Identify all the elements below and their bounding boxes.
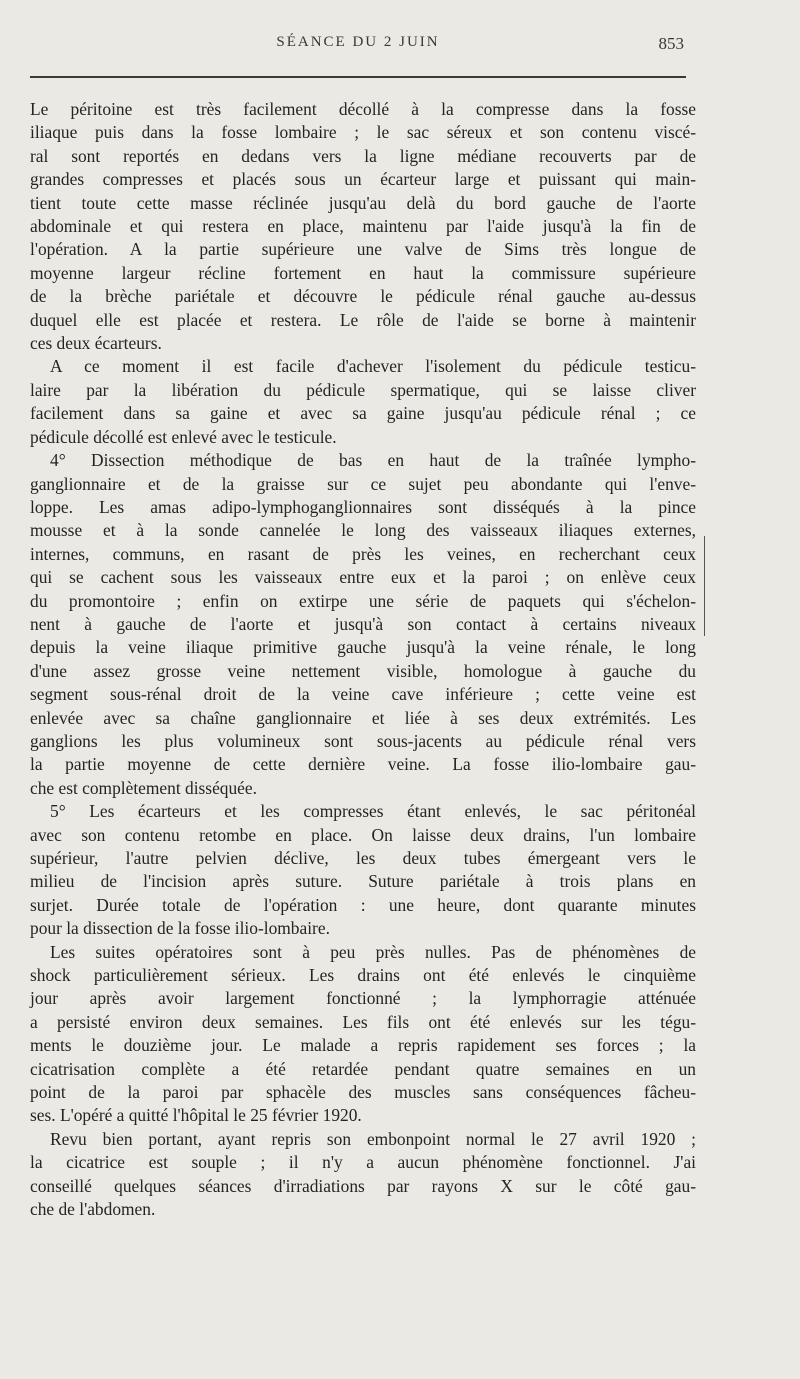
margin-mark — [704, 536, 709, 636]
text-line: qui se cachent sous les vaisseaux entre eux et la paroi ; on enlève ceux — [30, 567, 696, 588]
text-line: shock particulièrement sérieux. Les drains ont été enlevés le cinquième — [30, 965, 696, 986]
text-line: depuis la veine iliaque primitive gauche jusqu'à la veine rénale, le long — [30, 637, 696, 658]
page-header — [30, 34, 686, 60]
text-line: 5° Les écarteurs et les compresses étant enlevés, le sac péritonéal — [50, 801, 696, 822]
text-line: avec son contenu retombe en place. On laisse deux drains, l'un lombaire — [30, 824, 696, 845]
text-line: laire par la libération du pédicule spermatique, qui se laisse cliver — [30, 379, 696, 400]
running-title: SÉANCE DU 2 JUIN — [276, 34, 440, 50]
text-line: internes, communs, en rasant de près les veines, en recherchant ceux — [30, 543, 696, 564]
text-line: la cicatrice est souple ; il n'y a aucun phénomène fonctionnel. J'ai — [30, 1152, 696, 1173]
text-line: che de l'abdomen. — [30, 1199, 156, 1220]
text-line: 4° Dissection méthodique de bas en haut de la traînée lympho- — [50, 450, 696, 471]
text-line: l'opération. A la partie supérieure une valve de Sims très longue de — [30, 239, 696, 260]
text-line: a persisté environ deux semaines. Les fils ont été enlevés sur les tégu- — [30, 1011, 696, 1032]
text-line: grandes compresses et placés sous un écarteur large et puissant qui main- — [30, 169, 696, 190]
page-number: 853 — [658, 34, 684, 53]
text-line: du promontoire ; enfin on extirpe une série de paquets qui s'échelon- — [30, 590, 696, 611]
text-line: Le péritoine est très facilement décollé à la compresse dans la fosse — [30, 99, 696, 119]
header-rule — [30, 76, 686, 78]
text-line: ganglionnaire et de la graisse sur ce sujet peu abondante qui l'enve- — [30, 473, 696, 494]
text-line: facilement dans sa gaine et avec sa gaine jusqu'au pédicule rénal ; ce — [30, 403, 696, 424]
text-line: nent à gauche de l'aorte et jusqu'à son contact à certains niveaux — [30, 613, 696, 634]
text-line: conseillé quelques séances d'irradiations par rayons X sur le côté gau- — [30, 1175, 696, 1196]
text-line: moyenne largeur récline fortement en haut la commissure supérieure — [30, 262, 696, 283]
text-line: che est complètement disséquée. — [30, 777, 257, 798]
text-line: enlevée avec sa chaîne ganglionnaire et liée à ses deux extrémités. Les — [30, 707, 696, 728]
text-line: abdominale et qui restera en place, maintenu par l'aide jusqu'à la fin de — [30, 216, 696, 237]
text-line: cicatrisation complète a été retardée pendant quatre semaines en un — [30, 1058, 696, 1079]
text-line: tient toute cette masse réclinée jusqu'au delà du bord gauche de l'aorte — [30, 192, 696, 213]
text-line: d'une assez grosse veine nettement visible, homologue à gauche du — [30, 660, 696, 681]
paragraph — [30, 449, 696, 800]
paragraph — [30, 941, 696, 1128]
text-line: milieu de l'incision après suture. Suture pariétale à trois plans en — [30, 871, 696, 892]
text-line: pédicule décollé est enlevé avec le testicule. — [30, 426, 337, 447]
text-line: ments le douzième jour. Le malade a repris rapidement ses forces ; la — [30, 1035, 696, 1056]
text-line: Les suites opératoires sont à peu près nulles. Pas de phénomènes de — [50, 941, 696, 962]
text-line: ganglions les plus volumineux sont sous-jacents au pédicule rénal vers — [30, 730, 696, 751]
text-line: iliaque puis dans la fosse lombaire ; le sac séreux et son contenu viscé- — [30, 122, 696, 143]
text-line: ses. L'opéré a quitté l'hôpital le 25 février 1920. — [30, 1105, 362, 1126]
text-line: surjet. Durée totale de l'opération : une heure, dont quarante minutes — [30, 894, 696, 915]
text-line: loppe. Les amas adipo-lymphoganglionnaires sont disséqués à la pince — [30, 496, 696, 517]
paragraph — [30, 800, 696, 940]
paragraph — [30, 355, 696, 449]
paragraph — [30, 98, 696, 355]
text-line: mousse et à la sonde cannelée le long des vaisseaux iliaques externes, — [30, 520, 696, 541]
text-line: segment sous-rénal droit de la veine cave inférieure ; cette veine est — [30, 684, 696, 705]
text-line: duquel elle est placée et restera. Le rôle de l'aide se borne à maintenir — [30, 309, 696, 330]
text-line: ces deux écarteurs. — [30, 333, 162, 354]
text-line: la partie moyenne de cette dernière veine. La fosse ilio-lombaire gau- — [30, 754, 696, 775]
text-line: supérieur, l'autre pelvien déclive, les deux tubes émergeant vers le — [30, 848, 696, 868]
text-line: pour la dissection de la fosse ilio-lombaire. — [30, 918, 330, 939]
text-line: Revu bien portant, ayant repris son embonpoint normal le 27 avril 1920 ; — [50, 1128, 696, 1149]
text-line: ral sont reportés en dedans vers la ligne médiane recouverts par de — [30, 145, 696, 166]
text-line: jour après avoir largement fonctionné ; la lymphorragie atténuée — [30, 988, 696, 1009]
text-line: point de la paroi par sphacèle des muscles sans conséquences fâcheu- — [30, 1082, 696, 1103]
text-line: A ce moment il est facile d'achever l'isolement du pédicule testicu- — [50, 356, 696, 377]
body-text — [30, 98, 696, 1222]
paragraph — [30, 1128, 696, 1222]
text-line: de la brèche pariétale et découvre le pédicule rénal gauche au-dessus — [30, 286, 696, 307]
